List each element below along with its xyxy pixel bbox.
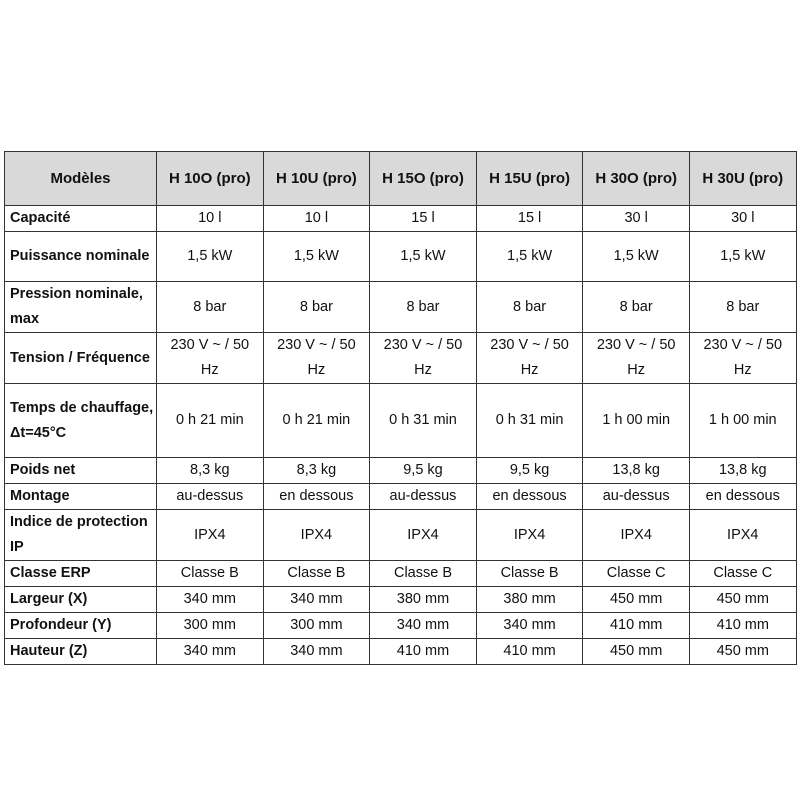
table-row [5, 232, 797, 282]
table-cell: 10 l [263, 206, 370, 232]
table-cell: 340 mm [476, 613, 583, 639]
header-model: H 30U (pro) [689, 152, 796, 206]
table-cell: IPX4 [157, 510, 264, 561]
row-label: Largeur (X) [5, 587, 157, 613]
table-cell: 380 mm [370, 587, 477, 613]
row-label: Temps de chauffage, Δt=45°C [5, 384, 157, 458]
table-cell: 340 mm [157, 587, 264, 613]
table-cell: 8 bar [583, 282, 690, 333]
table-cell: 300 mm [157, 613, 264, 639]
table-row [5, 561, 797, 587]
row-label: Montage [5, 484, 157, 510]
header-model: H 15U (pro) [476, 152, 583, 206]
table-cell: 1,5 kW [476, 232, 583, 282]
table-cell: 410 mm [583, 613, 690, 639]
header-model: H 10U (pro) [263, 152, 370, 206]
header-models: Modèles [5, 152, 157, 206]
table-cell: 450 mm [689, 587, 796, 613]
table-cell: IPX4 [583, 510, 690, 561]
table-cell: 15 l [476, 206, 583, 232]
row-label: Poids net [5, 458, 157, 484]
table-cell: en dessous [476, 484, 583, 510]
table-cell: 0 h 31 min [370, 384, 477, 458]
table-cell: au-dessus [583, 484, 690, 510]
table-cell: 8 bar [370, 282, 477, 333]
row-label: Puissance nominale [5, 232, 157, 282]
table-cell: 8 bar [689, 282, 796, 333]
table-cell: 230 V ~ / 50 Hz [370, 333, 477, 384]
table-cell: 1,5 kW [263, 232, 370, 282]
table-row [5, 333, 797, 384]
table-cell: 0 h 31 min [476, 384, 583, 458]
table-cell: 1 h 00 min [583, 384, 690, 458]
table-cell: 8 bar [157, 282, 264, 333]
table-cell: IPX4 [476, 510, 583, 561]
table-cell: au-dessus [370, 484, 477, 510]
table-row [5, 639, 797, 665]
table-cell: 15 l [370, 206, 477, 232]
row-label: Classe ERP [5, 561, 157, 587]
table-cell: Classe B [157, 561, 264, 587]
table-cell: 230 V ~ / 50 Hz [583, 333, 690, 384]
table-header-row [5, 152, 797, 206]
table-cell: Classe B [476, 561, 583, 587]
row-label: Indice de protection IP [5, 510, 157, 561]
header-model: H 15O (pro) [370, 152, 477, 206]
table-cell: 300 mm [263, 613, 370, 639]
table-cell: 230 V ~ / 50 Hz [263, 333, 370, 384]
table-cell: 10 l [157, 206, 264, 232]
table-cell: 340 mm [370, 613, 477, 639]
table-cell: 340 mm [157, 639, 264, 665]
header-model: H 30O (pro) [583, 152, 690, 206]
table-cell: 450 mm [583, 639, 690, 665]
table-row [5, 206, 797, 232]
table-cell: Classe C [583, 561, 690, 587]
table-row [5, 384, 797, 458]
table-cell: Classe B [370, 561, 477, 587]
table-cell: 8,3 kg [157, 458, 264, 484]
table-row [5, 282, 797, 333]
table-row [5, 458, 797, 484]
table-cell: 230 V ~ / 50 Hz [476, 333, 583, 384]
table-cell: 410 mm [476, 639, 583, 665]
table-row [5, 587, 797, 613]
table-cell: 30 l [583, 206, 690, 232]
row-label: Tension / Fréquence [5, 333, 157, 384]
table-cell: Classe C [689, 561, 796, 587]
table-cell: 410 mm [689, 613, 796, 639]
table-cell: 30 l [689, 206, 796, 232]
table-cell: 8 bar [476, 282, 583, 333]
table-cell: 9,5 kg [476, 458, 583, 484]
table-cell: 0 h 21 min [157, 384, 264, 458]
table-cell: 1,5 kW [370, 232, 477, 282]
table-cell: 13,8 kg [689, 458, 796, 484]
table-row [5, 613, 797, 639]
table-cell: 450 mm [689, 639, 796, 665]
header-model: H 10O (pro) [157, 152, 264, 206]
table-cell: 230 V ~ / 50 Hz [689, 333, 796, 384]
table-cell: Classe B [263, 561, 370, 587]
table-cell: 8,3 kg [263, 458, 370, 484]
table-row [5, 484, 797, 510]
table-cell: en dessous [263, 484, 370, 510]
table-cell: 230 V ~ / 50 Hz [157, 333, 264, 384]
table-cell: 1 h 00 min [689, 384, 796, 458]
table-cell: 0 h 21 min [263, 384, 370, 458]
table-cell: 8 bar [263, 282, 370, 333]
table-cell: 340 mm [263, 639, 370, 665]
table-cell: 13,8 kg [583, 458, 690, 484]
table-cell: 340 mm [263, 587, 370, 613]
table-cell: 9,5 kg [370, 458, 477, 484]
row-label: Hauteur (Z) [5, 639, 157, 665]
table-cell: IPX4 [263, 510, 370, 561]
table-row [5, 510, 797, 561]
row-label: Capacité [5, 206, 157, 232]
row-label: Profondeur (Y) [5, 613, 157, 639]
table-cell: en dessous [689, 484, 796, 510]
table-cell: 1,5 kW [583, 232, 690, 282]
table-cell: 450 mm [583, 587, 690, 613]
table-cell: 410 mm [370, 639, 477, 665]
row-label: Pression nominale, max [5, 282, 157, 333]
table-cell: 1,5 kW [157, 232, 264, 282]
table-cell: IPX4 [370, 510, 477, 561]
table-cell: au-dessus [157, 484, 264, 510]
table-cell: IPX4 [689, 510, 796, 561]
table-cell: 1,5 kW [689, 232, 796, 282]
table-cell: 380 mm [476, 587, 583, 613]
specifications-table [4, 151, 797, 665]
